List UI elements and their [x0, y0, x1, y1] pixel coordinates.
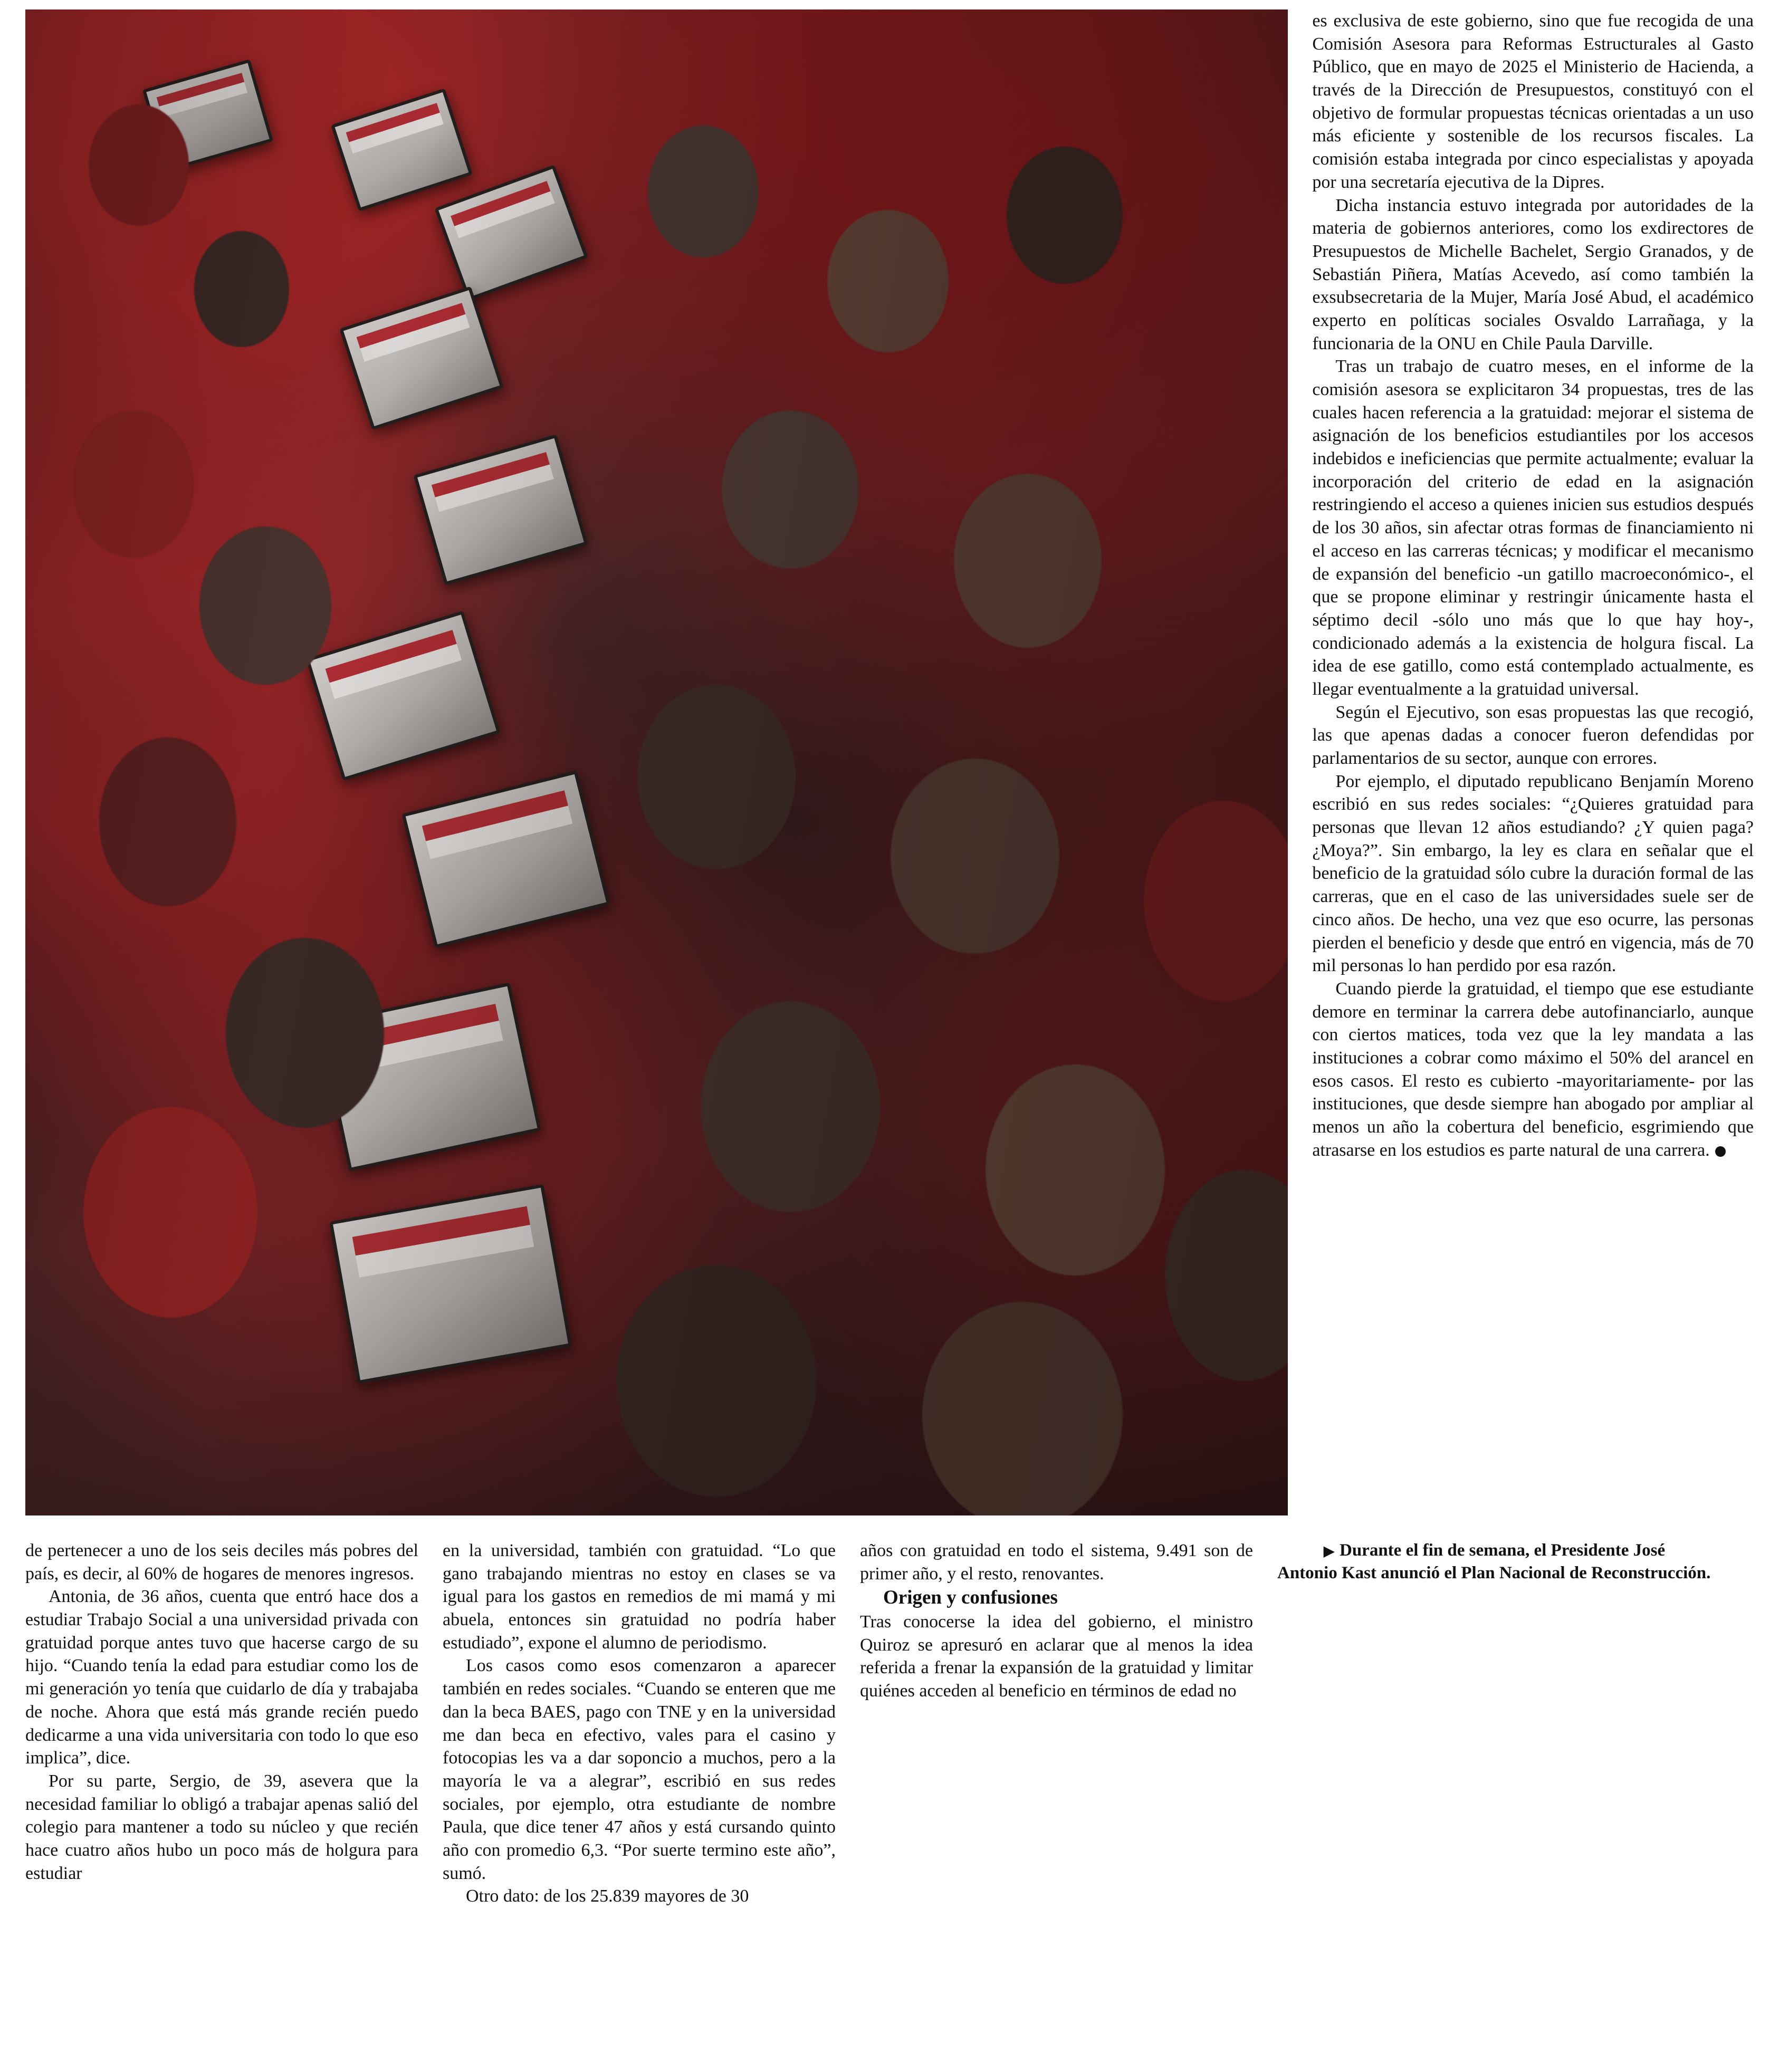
paragraph: Por ejemplo, el diputado republicano Benjamín Moreno escribió en sus redes sociales: “¿Quieres gratuidad para personas que llevan 12 años estudiando? ¿Y quien paga? ¿Moya?”. Sin embargo, la ley es clara en señalar que el beneficio de la gratuidad sólo cubre la duración formal de las carreras, que en el caso de las universidades suele ser de cinco años. De hecho, una vez que eso ocurre, las personas pierden el beneficio y desde que entró en vigencia, más de 70 mil personas lo han perdido por esa razón. [1312, 771, 1754, 976]
triangle-right-icon: ▶ [1324, 1543, 1334, 1559]
bottom-section [25, 1539, 1754, 2056]
section-subheading: Origen y confusiones [883, 1587, 1058, 1609]
paragraph: de pertenecer a uno de los seis deciles más pobres del país, es decir, al 60% de hogares de menores ingresos. [25, 1541, 418, 1584]
article-column-3 [860, 1539, 1253, 2056]
photo-caption [1277, 1539, 1724, 1585]
paragraph: Dicha instancia estuvo integrada por autoridades de la materia de gobiernos anteriores, como los exdirectores de Presupuestos de Michelle Bachelet, Sergio Granados, y de Sebastián Piñera, Matías Acevedo, así como también la exsubsecretaria de la Mujer, María José Abud, el académico experto en políticas sociales Osvaldo Larrañaga, y la funcionaria de la ONU en Chile Paula Darville. [1312, 195, 1754, 353]
paragraph: Tras conocerse la idea del gobierno, el ministro Quiroz se apresuró en aclarar que al menos la idea referida a frenar la expansión de la gratuidad y limitar quiénes acceden al beneficio en términos de edad no [860, 1611, 1253, 1701]
paragraph: Tras un trabajo de cuatro meses, en el informe de la comisión asesora se explicitaron 34 propuestas, tres de las cuales hacen referencia a la gratuidad: mejorar el sistema de asignación de los beneficios estudiantiles por los accesos indebidos e ineficiencias que permite actualmente; evaluar la incorporación del criterio de edad en la asignación restringiendo el acceso a quienes inicien sus estudios después de los 30 años, sin afectar otras formas de financiamiento ni el acceso en las carreras técnicas; y modificar el mecanismo de expansión del beneficio -un gatillo macroeconómico-, el que se propone eliminar y restringir únicamente hasta el séptimo decil -sólo uno más que lo que hay hoy-, condicionado además a la existencia de holgura fiscal. La idea de ese gatillo, como está contemplado actualmente, es llegar eventualmente a la gratuidad universal. [1312, 357, 1754, 699]
photo-caption-text: Durante el fin de semana, el Presidente José Antonio Kast anunció el Plan Nacional de Reconstrucción. [1277, 1541, 1711, 1582]
article-photo [25, 9, 1288, 1515]
paragraph: en la universidad, también con gratuidad. “Lo que gano trabajando mientras no estoy en clases se va igual para los gastos en remedios de mi mamá y mi abuela, entonces sin gratuidad no podría haber estudiado”, expone el alumno de periodismo. [443, 1541, 836, 1653]
paragraph: es exclusiva de este gobierno, sino que fue recogida de una Comisión Asesora para Reformas Estructurales al Gasto Público, que en mayo de 2025 el Ministerio de Hacienda, a través de la Dirección de Presupuestos, constituyó con el objetivo de formular propuestas técnicas orientadas a un uso más eficiente y sostenible de los recursos fiscales. La comisión estaba integrada por cinco especialistas y apoyada por una secretaría ejecutiva de la Dipres. [1312, 11, 1754, 192]
paragraph: Según el Ejecutivo, son esas propuestas las que recogió, las que apenas dadas a conocer fueron defendidas por parlamentarios de su sector, aunque con errores. [1312, 702, 1754, 768]
article-column-4-caption [1277, 1539, 1724, 2056]
paragraph: años con gratuidad en todo el sistema, 9.491 son de primer año, y el resto, renovantes. [860, 1541, 1253, 1584]
paragraph: Los casos como esos comenzaron a aparecer también en redes sociales. “Cuando se enteren que me dan la beca BAES, pago con TNE y en la universidad me dan beca en efectivo, vales para el casino y fotocopias les va a dar soponcio a muchos, pero a la mayoría le va a alegrar”, escribió en sus redes sociales, por ejemplo, otra estudiante de nombre Paula, que dice tener 47 años y está cursando quinto año con promedio 6,3. “Por suerte termino este año”, sumó. [443, 1656, 836, 1883]
photo-shading [25, 9, 1288, 1515]
paragraph-text: Cuando pierde la gratuidad, el tiempo que ese estudiante demore en terminar la carrera debe autofinanciarlo, aunque con ciertos matices, toda vez que la ley mandata a las instituciones a cobrar como máximo el 50% del arancel en esos casos. El resto es cubierto -mayoritariamente- por las instituciones, que desde siempre han abogado por ampliar al menos un año la cobertura del beneficio, esgrimiendo que atrasarse en los estudios es parte natural de una carrera. [1312, 979, 1754, 1160]
end-of-article-dot [1715, 1146, 1726, 1157]
paragraph: Otro dato: de los 25.839 mayores de 30 [466, 1886, 749, 1906]
paragraph-last [1312, 977, 1754, 1162]
article-column-right [1312, 9, 1754, 1515]
top-section [25, 9, 1754, 1529]
paragraph: Por su parte, Sergio, de 39, asevera que la necesidad familiar lo obligó a trabajar apenas salió del colegio para mantener a todo su núcleo y que recién hace cuatro años hubo un poco más de holgura para estudiar [25, 1771, 418, 1883]
article-column-2 [443, 1539, 836, 2056]
article-column-1 [25, 1539, 418, 2056]
paragraph: Antonia, de 36 años, cuenta que entró hace dos a estudiar Trabajo Social a una universidad privada con gratuidad porque antes tuvo que hacerse cargo de su hijo. “Cuando tenía la edad para estudiar como los de mi generación yo tenía que cuidarlo de día y trabajaba de noche. Ahora que está más grande recién puedo dedicarme a una vida universitaria con todo lo que eso implica”, dice. [25, 1587, 418, 1768]
